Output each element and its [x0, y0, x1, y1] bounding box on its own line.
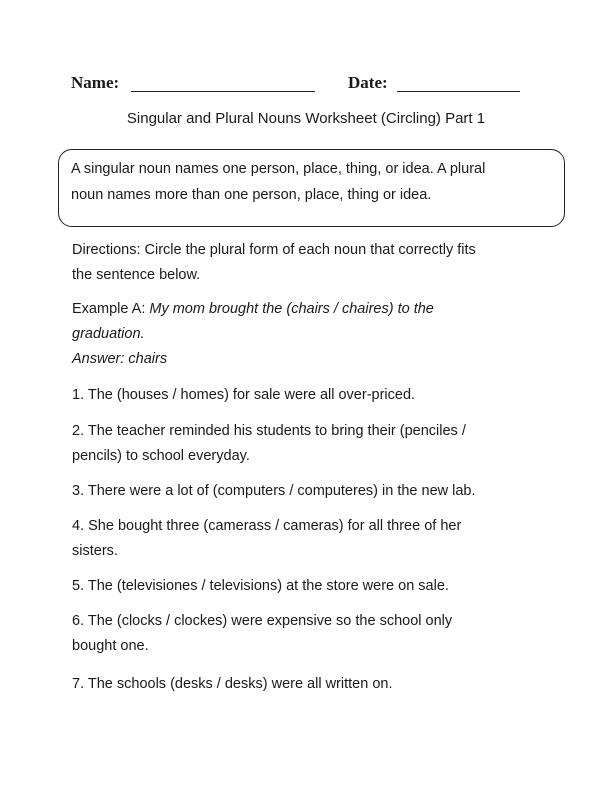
name-label: Name: [71, 73, 120, 92]
question-3 [72, 479, 552, 504]
example [72, 297, 552, 372]
question-6-line-1: 6. The (clocks / clockes) were expensive so the school only [72, 613, 453, 629]
question-1 [72, 383, 552, 408]
date-blank-line [397, 91, 520, 92]
definition-line-1: A singular noun names one person, place, thing, or idea. A plural [71, 161, 486, 177]
date-label: Date: [348, 73, 388, 92]
question-4-line-1: 4. She bought three (camerass / cameras) for all three of her [72, 518, 462, 534]
question-6 [72, 609, 552, 659]
definition-box [58, 149, 565, 227]
definition-text [71, 156, 550, 208]
directions [72, 238, 552, 288]
example-label: Example A: [72, 301, 150, 317]
question-5-line-1: 5. The (televisiones / televisions) at the store were on sale. [72, 578, 449, 594]
question-4 [72, 514, 552, 564]
worksheet-title: Singular and Plural Nouns Worksheet (Circling) Part 1 [126, 110, 486, 127]
example-answer: Answer: chairs [72, 351, 168, 367]
example-sentence-part-2: graduation. [72, 326, 145, 342]
question-2-line-2: pencils) to school everyday. [72, 448, 250, 464]
question-7 [72, 672, 552, 697]
question-5 [72, 574, 552, 599]
definition-line-2: noun names more than one person, place, thing or idea. [71, 187, 432, 203]
question-2-line-1: 2. The teacher reminded his students to bring their (penciles / [72, 423, 466, 439]
header [71, 73, 552, 95]
question-4-line-2: sisters. [72, 543, 118, 559]
directions-line-1: Directions: Circle the plural form of each noun that correctly fits [72, 242, 476, 258]
question-3-line-1: 3. There were a lot of (computers / computeres) in the new lab. [72, 483, 476, 499]
example-line-1 [72, 297, 552, 322]
question-7-line-1: 7. The schools (desks / desks) were all written on. [72, 676, 393, 692]
example-sentence-part-1: My mom brought the (chairs / chaires) to the [149, 301, 434, 317]
directions-line-2: the sentence below. [72, 267, 201, 283]
question-2 [72, 419, 552, 469]
question-6-line-2: bought one. [72, 638, 149, 654]
question-1-line-1: 1. The (houses / homes) for sale were all over-priced. [72, 387, 416, 403]
name-blank-line [131, 91, 315, 92]
